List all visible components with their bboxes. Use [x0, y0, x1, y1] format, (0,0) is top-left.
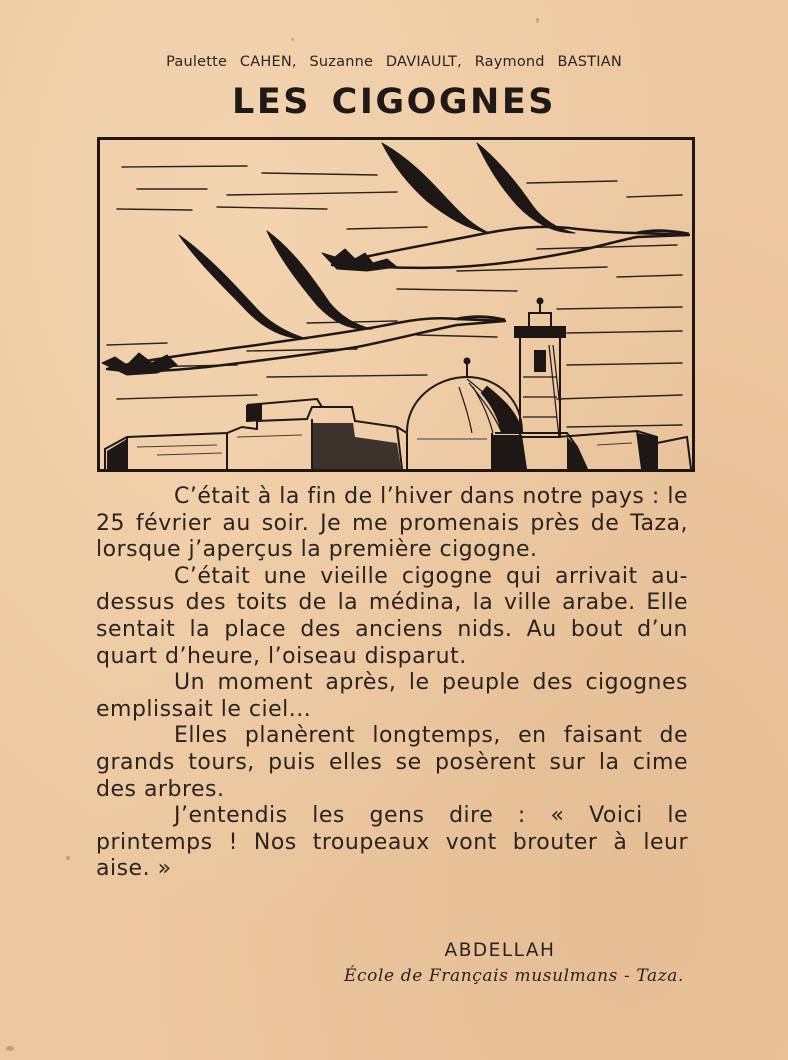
paragraph-1: C’était à la fin de l’hiver dans notre pays : le 25 février au soir. Je me promenais près de Taza, lorsque j’aperçus la première cigogne. [96, 484, 688, 563]
paper-speck [291, 38, 294, 41]
author-signature: ABDELLAH [444, 940, 556, 961]
school-credit: École de Français musulmans - Taza. [344, 966, 684, 986]
paper-speck [536, 18, 539, 23]
paragraph-2: C’était une vieille cigogne qui arrivait au-dessus des toits de la médina, la ville arabe. Elle sentait la place des anciens nids. Au bout d’un quart d’heure, l’oiseau disparut. [96, 563, 688, 669]
paragraph-4: Elles planèrent longtemps, en faisant de grands tours, puis elles se posèrent sur la cime des arbres. [96, 723, 688, 802]
paragraph-3: Un moment après, le peuple des cigognes emplissait le ciel... [96, 670, 688, 722]
paper-speck [6, 1046, 14, 1051]
page-title: LES CIGOGNES [232, 82, 556, 122]
paragraph-5: J’entendis les gens dire : « Voici le printemps ! Nos troupeaux vont brouter à leur aise. » [96, 803, 688, 882]
storks-over-medina-illustration [97, 137, 695, 472]
authors-line: Paulette CAHEN, Suzanne DAVIAULT, Raymond BASTIAN [166, 54, 622, 70]
story-text [96, 484, 688, 883]
paper-speck [66, 856, 70, 860]
